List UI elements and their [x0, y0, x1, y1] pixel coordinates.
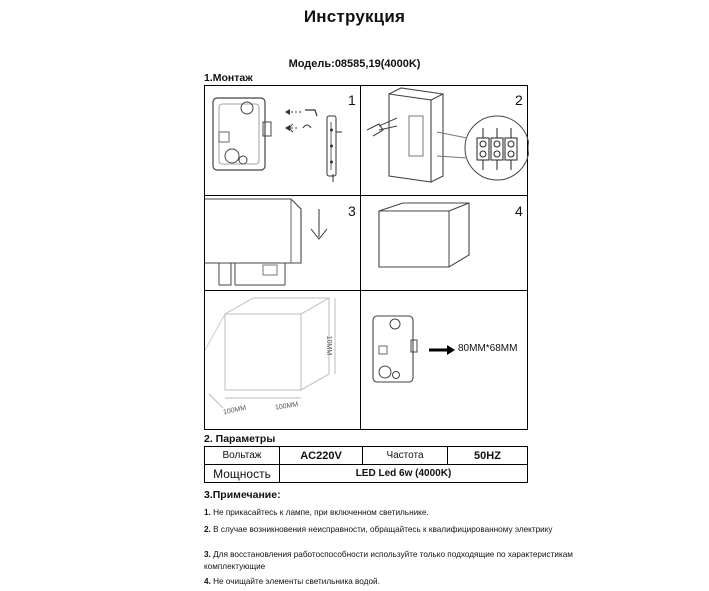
- note-number: 2.: [204, 525, 211, 534]
- dimension-height: 10MM: [325, 335, 333, 356]
- bracket-size-illustration: [361, 290, 529, 429]
- note-item: [204, 576, 604, 588]
- note-text: Не прикасайтесь к лампе, при включенном светильнике.: [213, 508, 429, 517]
- voltage-label: Вольтаж: [205, 447, 280, 465]
- step-number-4: 4: [515, 203, 523, 219]
- voltage-value: AC220V: [280, 447, 363, 465]
- note-item: [204, 524, 604, 536]
- note-text: Не очищайте элементы светильника водой.: [213, 577, 380, 586]
- mounting-diagram-grid: [204, 85, 528, 430]
- note-number: 1.: [204, 508, 211, 517]
- power-label: Мощность: [205, 465, 280, 483]
- dimension-width: 100MM: [274, 401, 299, 412]
- power-value: LED Led 6w (4000K): [280, 465, 528, 483]
- step-1-bracket-illustration: [205, 86, 360, 195]
- step-2-wiring-illustration: [361, 86, 529, 195]
- step-3-housing-illustration: [205, 195, 360, 290]
- model-label: Модель:08585,19(4000K): [288, 58, 421, 70]
- step-4-assembled-illustration: [361, 195, 529, 290]
- note-text: Для восстановления работоспособности используйте только подходящие по характеристикам комплектующие: [204, 550, 573, 571]
- notes-heading: 3.Примечание:: [204, 489, 281, 501]
- mounting-heading: 1.Монтаж: [204, 72, 253, 84]
- step-number-2: 2: [515, 92, 523, 108]
- frequency-label: Частота: [363, 447, 448, 465]
- bracket-size-label: 80MM*68MM: [458, 343, 518, 354]
- page-title: Инструкция: [303, 7, 406, 26]
- step-number-1: 1: [348, 92, 356, 108]
- parameters-table: [204, 446, 528, 483]
- note-number: 4.: [204, 577, 211, 586]
- note-number: 3.: [204, 550, 211, 559]
- note-text: В случае возникновения неисправности, обращайтесь к квалифицированному электрику: [213, 525, 553, 534]
- note-item: [204, 507, 604, 519]
- note-item: [204, 549, 604, 572]
- parameters-heading: 2. Параметры: [204, 433, 276, 445]
- frequency-value: 50HZ: [448, 447, 528, 465]
- step-number-3: 3: [348, 203, 356, 219]
- dimension-depth: 100MM: [222, 404, 247, 417]
